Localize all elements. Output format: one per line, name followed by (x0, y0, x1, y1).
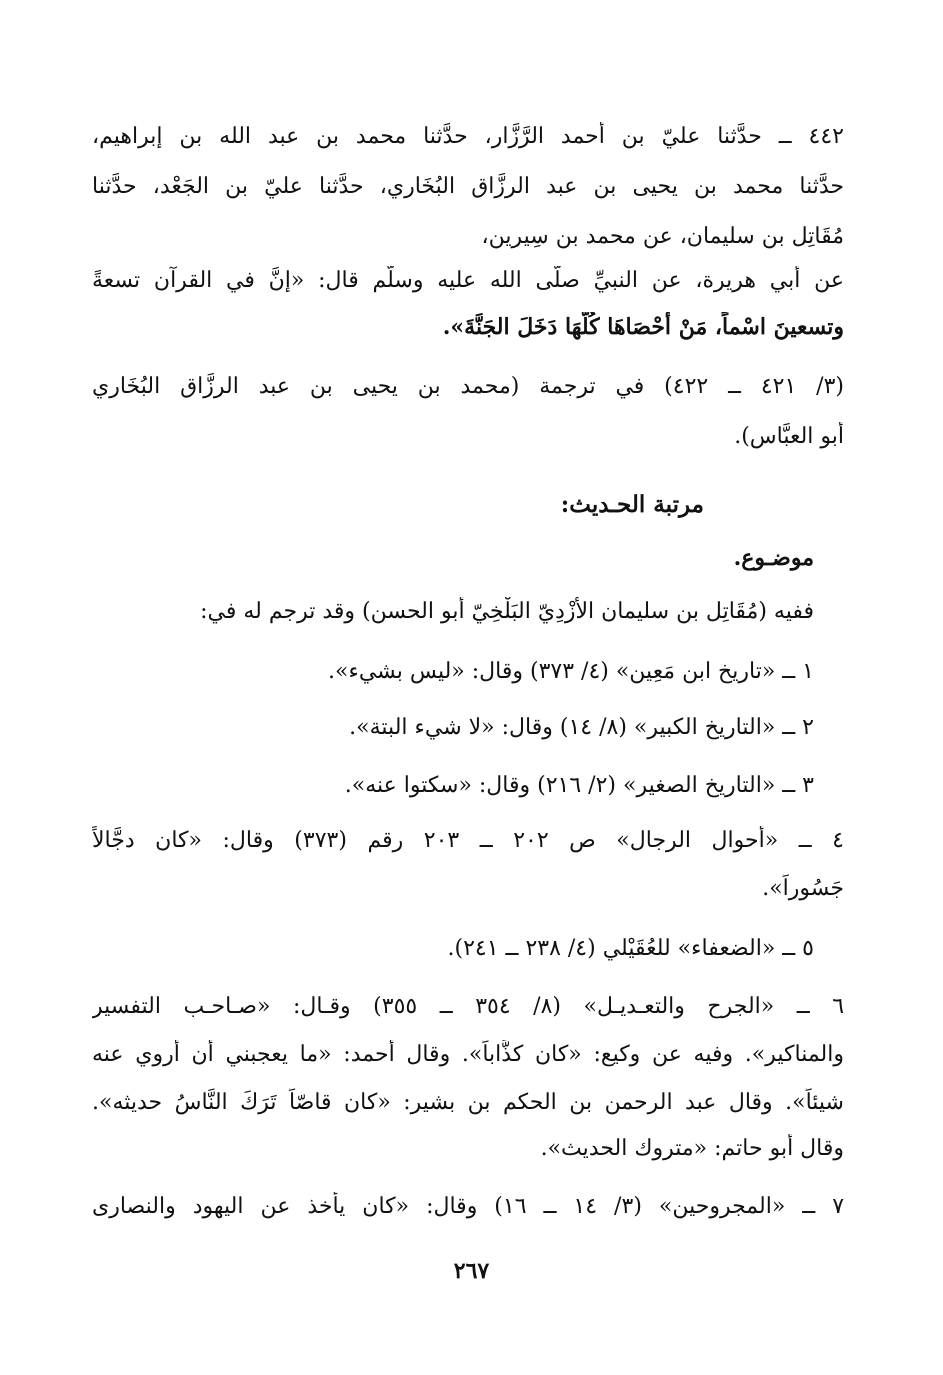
reference-item-4-line-2: جَسُوراً». (762, 876, 844, 901)
reference-item-2: ٢ ــ «التاريخ الكبير» (٨/ ١٤) وقال: «لا شيء البتة». (349, 715, 814, 740)
page-body (92, 0, 844, 1375)
source-reference-line-2: أبو العبَّاس). (734, 424, 844, 449)
narrator-intro: ففيه (مُقَاتِل بن سليمان الأَزْدِيّ البَلْخِيّ أبو الحسن) وقد ترجم له في: (200, 599, 814, 624)
section-heading: مرتبة الحـديث: (560, 491, 704, 518)
reference-item-6-line-2: والمناكير». وفيه عن وكيع: «كان كذَّاباً». وقال أحمد: «ما يعجبني أن أروي عنه (92, 1042, 844, 1067)
hadith-isnad-line-3: مُقَاتِل بن سليمان، عن محمد بن سِيرين، (481, 224, 844, 249)
reference-item-1: ١ ــ «تاريخ ابن مَعِين» (٤/ ٣٧٣) وقال: «ليس بشيء». (328, 659, 814, 684)
source-reference-line-1: (٣/ ٤٢١ ــ ٤٢٢) في ترجمة (محمد بن يحيى بن عبد الرزَّاق البُخَاري (92, 374, 844, 399)
reference-item-5: ٥ ــ «الضعفاء» للعُقَيْلي (٤/ ٢٣٨ ــ ٢٤١). (447, 936, 814, 961)
reference-item-4-line-1: ٤ ــ «أحوال الرجال» ص ٢٠٢ ــ ٢٠٣ رقم (٣٧٣) وقال: «كان دجَّالاً (92, 828, 844, 853)
page-number: ٢٦٧ (453, 1258, 490, 1284)
reference-item-6-line-4: وقال أبو حاتم: «متروك الحديث». (540, 1136, 844, 1161)
grading-verdict: موضـوع. (733, 545, 814, 571)
hadith-matn-line-1: عن أبي هريرة، عن النبيِّ صلَّى الله عليه وسلَّم قال: «إنَّ في القرآن تسعةً (92, 268, 844, 293)
hadith-isnad-line-2: حدَّثنا محمد بن يحيى بن عبد الرزَّاق البُخَاري، حدَّثنا عليّ بن الجَعْد، حدَّثنا (92, 174, 844, 199)
reference-item-6-line-3: شيئاً». وقال عبد الرحمن بن الحكم بن بشير: «كان قاصّاً تَرَكَ النَّاسُ حديثه». (92, 1090, 844, 1115)
reference-item-6-line-1: ٦ ــ «الجرح والتعـديـل» (٨/ ٣٥٤ ــ ٣٥٥) وقـال: «صـاحـب التفسير (92, 994, 844, 1019)
reference-item-7: ٧ ــ «المجروحين» (٣/ ١٤ ــ ١٦) وقال: «كان يأخذ عن اليهود والنصارى (92, 1194, 844, 1219)
hadith-matn-line-2: وتسعينَ اسْماً، مَنْ أحْصَاهَا كُلَّهَا دَخَلَ الجَنَّةَ». (442, 314, 844, 340)
hadith-isnad-line-1: ٤٤٢ ــ حدَّثنا عليّ بن أحمد الرَّزَّار، حدَّثنا محمد بن عبد الله بن إبراهيم، (92, 124, 844, 149)
reference-item-3: ٣ ــ «التاريخ الصغير» (٢/ ٢١٦) وقال: «سكتوا عنه». (344, 773, 814, 798)
